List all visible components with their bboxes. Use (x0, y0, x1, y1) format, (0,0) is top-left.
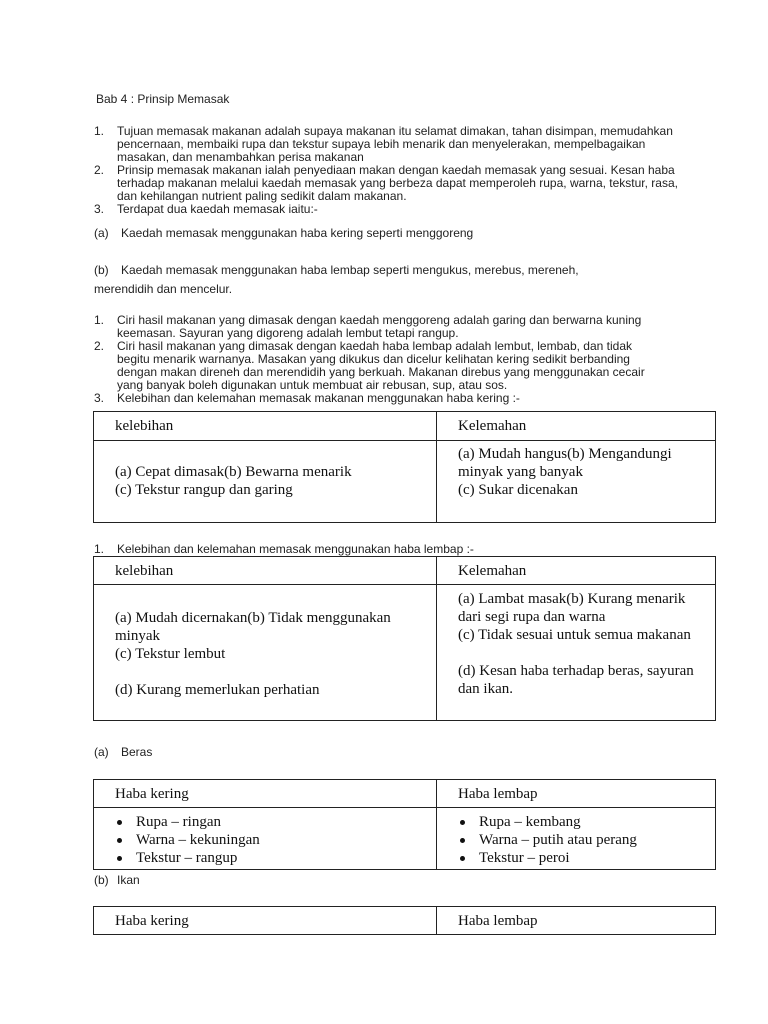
bullet-item: Warna – kekuningan (115, 831, 426, 849)
page-title: Bab 4 : Prinsip Memasak (96, 92, 230, 106)
list-number: 1. (94, 124, 105, 138)
table-row (94, 808, 716, 870)
bullet-item: Tekstur – peroi (458, 849, 705, 867)
method-a-label: (a) (94, 226, 109, 240)
disadvantage-line: (c) Tidak sesuai untuk semua makanan (458, 627, 691, 643)
header-cell-haba-kering: Haba kering (94, 907, 437, 935)
disadvantage-line: (d) Kesan haba terhadap beras, sayuran dan ikan. (458, 663, 694, 697)
method-b (94, 264, 579, 277)
list-text: Kelebihan dan kelemahan memasak makanan menggunakan haba kering :- (117, 391, 520, 405)
disadvantages-cell (437, 441, 716, 523)
method-b-label: (b) (94, 263, 109, 277)
list-text: Kelebihan dan kelemahan memasak menggunakan haba lembap :- (117, 542, 474, 556)
beras-heading (94, 746, 152, 759)
header-cell-kelemahan: Kelemahan (437, 412, 716, 441)
moist-heading (94, 543, 474, 556)
ikan-table (93, 906, 716, 935)
advantage-line: (c) Tekstur rangup dan garing (115, 482, 293, 498)
header-cell-kelebihan: kelebihan (94, 412, 437, 441)
header-cell-haba-lembap: Haba lembap (437, 780, 716, 808)
list-number: 2. (94, 339, 105, 353)
method-b-text: Kaedah memasak menggunakan haba lembap seperti mengukus, merebus, mereneh, (121, 263, 579, 277)
table-header-row (94, 412, 716, 441)
disadvantages-cell (437, 585, 716, 721)
list-number: 2. (94, 163, 105, 177)
intro-list (94, 125, 684, 216)
list-text: Prinsip memasak makanan ialah penyediaan makan dengan kaedah memasak yang sesuai. Kesan haba terhadap makanan melalui kaedah memasak yang berbeza dapat memperoleh rupa, warna, tekstur, rasa, dan kehilangan nutrient paling sedikit dalam makanan. (117, 163, 678, 203)
method-a (94, 227, 473, 240)
header-cell-kelemahan: Kelemahan (437, 557, 716, 585)
header-cell-haba-kering: Haba kering (94, 780, 437, 808)
header-cell-kelebihan: kelebihan (94, 557, 437, 585)
method-b-text-continued: merendidih dan mencelur. (94, 282, 233, 296)
beras-text: Beras (121, 745, 153, 759)
table-row (94, 585, 716, 721)
moist-heat-table (93, 556, 716, 721)
list-item (94, 392, 654, 405)
table-header-row (94, 557, 716, 585)
bullet-item: Warna – putih atau perang (458, 831, 705, 849)
list-item (94, 340, 654, 392)
table-header-row (94, 907, 716, 935)
disadvantage-line: (c) Sukar dicenakan (458, 482, 578, 498)
list-text: Ciri hasil makanan yang dimasak dengan kaedah haba lembap adalah lembut, lembab, dan tidak begitu menarik warnanya. Masakan yang dikukus dan dicelur kelihatan kering sedikit berbanding dengan makan direneh dan merendidih yang berkuah. Makanan direbus yang menggunakan cecair yang banyak boleh digunakan untuk membuat air rebusan, sup, atau sos. (117, 339, 645, 392)
list-item (94, 125, 684, 164)
advantage-line: (a) Mudah dicernakan(b) Tidak menggunakan minyak (115, 610, 391, 644)
moist-heat-cell (437, 808, 716, 870)
bullet-item: Rupa – ringan (115, 813, 426, 831)
bullet-item: Rupa – kembang (458, 813, 705, 831)
disadvantage-line: (a) Lambat masak(b) Kurang menarik dari segi rupa dan warna (458, 591, 686, 625)
list-text: Terdapat dua kaedah memasak iaitu:- (117, 202, 318, 216)
list-text: Tujuan memasak makanan adalah supaya makanan itu selamat dimakan, tahan disimpan, memudahkan pencernaan, membaiki rupa dan tekstur supaya lebih menarik dan menyelerakan, mempelbagaikan masakan, dan menambahkan perisa makanan (117, 124, 673, 164)
table-row (94, 441, 716, 523)
table-header-row (94, 780, 716, 808)
beras-table (93, 779, 716, 870)
list-text: Ciri hasil makanan yang dimasak dengan kaedah menggoreng adalah garing dan berwarna kuning keemasan. Sayuran yang digoreng adalah lembut tetapi rangup. (117, 313, 642, 340)
ikan-text: Ikan (117, 873, 140, 887)
list-item (94, 164, 684, 203)
list-number: 3. (94, 202, 105, 216)
list-number: 1. (94, 313, 105, 327)
dry-heat-cell (94, 808, 437, 870)
list-item (94, 314, 654, 340)
second-list (94, 314, 654, 405)
ikan-heading (94, 874, 140, 887)
list-number: 1. (94, 542, 105, 556)
disadvantage-line: (a) Mudah hangus(b) Mengandungi minyak yang banyak (458, 446, 672, 480)
advantage-line: (c) Tekstur lembut (115, 646, 226, 662)
beras-label: (a) (94, 745, 109, 759)
method-a-text: Kaedah memasak menggunakan haba kering seperti menggoreng (121, 226, 474, 240)
advantages-cell (94, 585, 437, 721)
dry-heat-table (93, 411, 716, 523)
advantages-cell (94, 441, 437, 523)
list-item (94, 203, 684, 216)
advantage-line: (d) Kurang memerlukan perhatian (115, 682, 320, 698)
header-cell-haba-lembap: Haba lembap (437, 907, 716, 935)
advantage-line: (a) Cepat dimasak(b) Bewarna menarik (115, 464, 352, 480)
list-number: 3. (94, 391, 105, 405)
ikan-label: (b) (94, 873, 109, 887)
bullet-item: Tekstur – rangup (115, 849, 426, 867)
